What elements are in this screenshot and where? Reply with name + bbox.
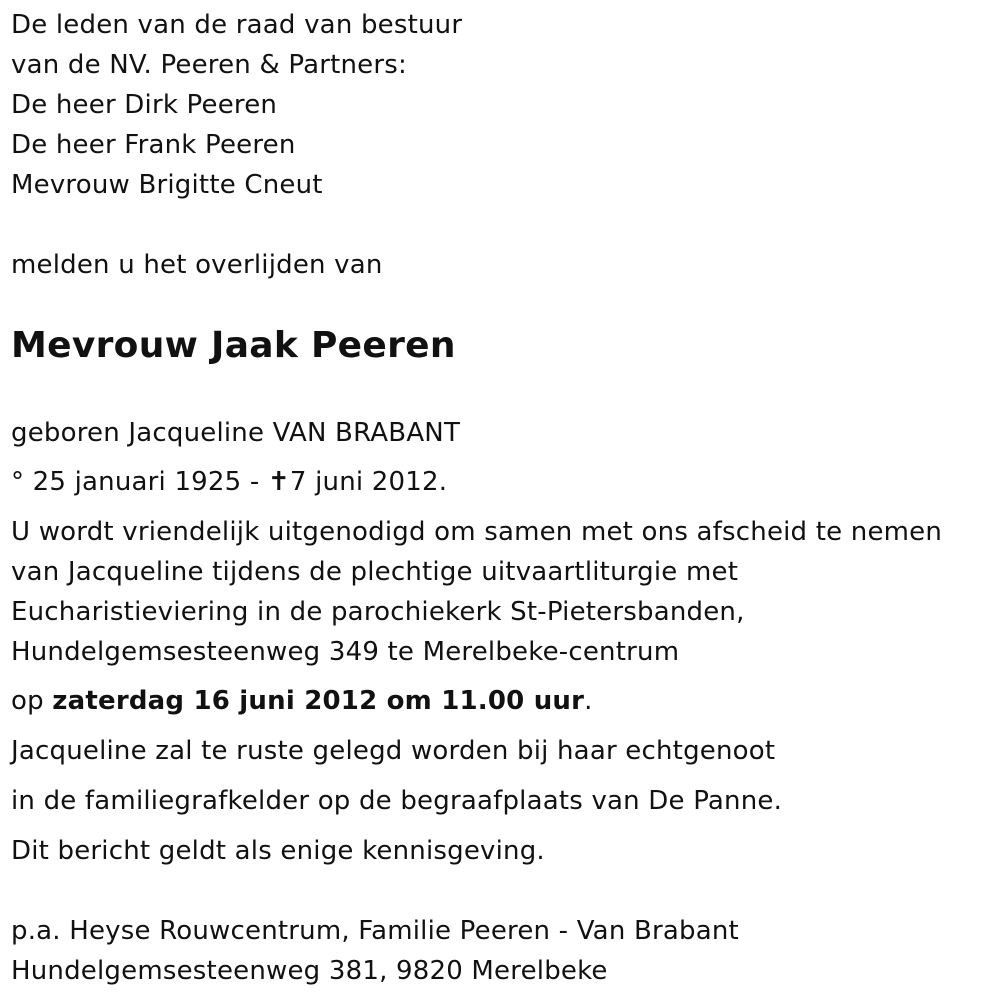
- intro-line-frank: De heer Frank Peeren: [11, 130, 296, 160]
- intro-line-brigitte: Mevrouw Brigitte Cneut: [11, 170, 323, 200]
- announcement-text: melden u het overlijden van: [11, 250, 383, 280]
- birth-symbol: °: [11, 467, 25, 497]
- intro-line-company: van de NV. Peeren & Partners:: [11, 50, 407, 80]
- maiden-name: geboren Jacqueline VAN BRABANT: [11, 418, 461, 448]
- contact-line-2: Hundelgemsesteenweg 381, 9820 Merelbeke: [11, 956, 608, 986]
- death-date: 7 juni 2012.: [289, 467, 448, 497]
- intro-line-board: De leden van de raad van bestuur: [11, 10, 463, 40]
- burial-line-2: in de familiegrafkelder op de begraafplaats van De Panne.: [11, 786, 783, 816]
- intro-line-dirk: De heer Dirk Peeren: [11, 90, 278, 120]
- invitation-line-3: Eucharistieviering in de parochiekerk St-Pietersbanden,: [11, 597, 745, 627]
- notice-text: Dit bericht geldt als enige kennisgeving.: [11, 836, 545, 866]
- burial-line-1: Jacqueline zal te ruste gelegd worden bij haar echtgenoot: [11, 736, 776, 766]
- service-suffix: .: [584, 686, 593, 716]
- deceased-name: Mevrouw Jaak Peeren: [11, 325, 456, 366]
- birth-date: 25 januari 1925 -: [24, 467, 268, 497]
- cross-icon: ✝: [267, 467, 290, 497]
- life-dates: [11, 466, 447, 498]
- invitation-line-2: van Jacqueline tijdens de plechtige uitvaartliturgie met: [11, 557, 739, 587]
- invitation-line-4: Hundelgemsesteenweg 349 te Merelbeke-centrum: [11, 637, 680, 667]
- service-datetime: zaterdag 16 juni 2012 om 11.00 uur: [52, 686, 585, 716]
- service-time: [11, 685, 593, 717]
- service-prefix: op: [11, 686, 53, 716]
- contact-line-1: p.a. Heyse Rouwcentrum, Familie Peeren - Van Brabant: [11, 916, 739, 946]
- invitation-line-1: U wordt vriendelijk uitgenodigd om samen met ons afscheid te nemen: [11, 517, 943, 547]
